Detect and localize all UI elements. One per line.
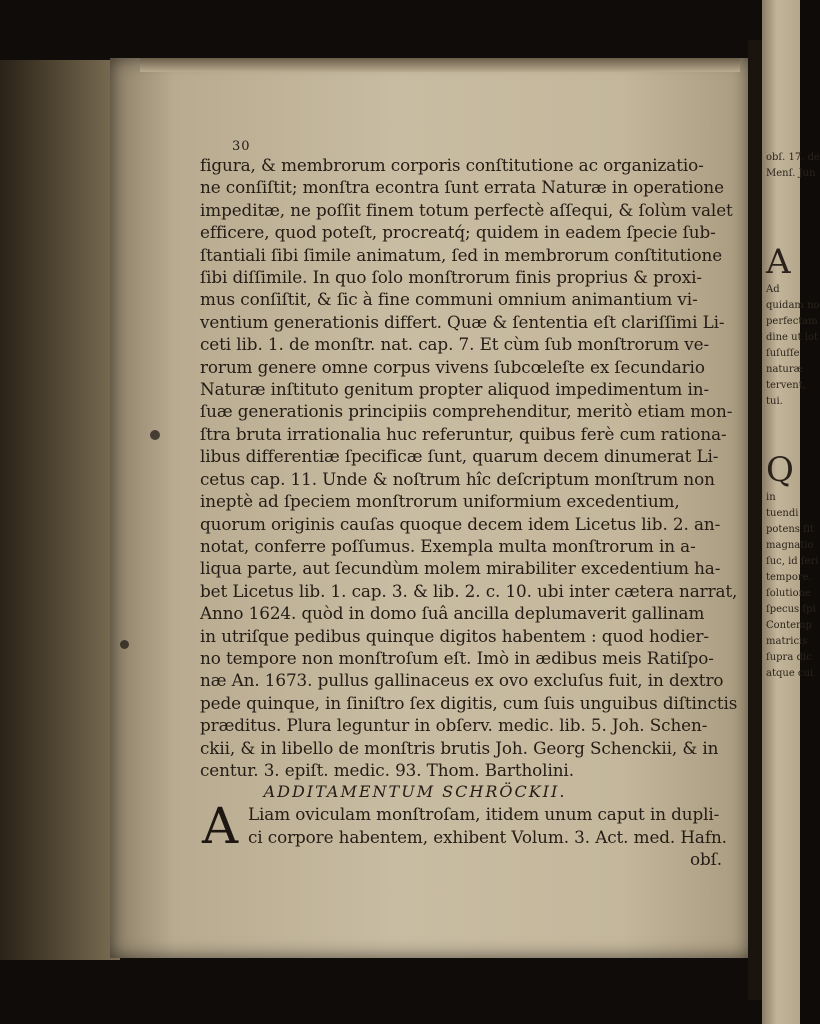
text-line: ventium generationis differt. Quæ & ſententia eſt clariſſimi Li- <box>200 311 725 332</box>
facing-text-line: ſupra dic <box>766 652 812 663</box>
facing-text-line: tervent, <box>766 380 806 391</box>
text-line: quorum originis cauſas quoque decem idem Licetus lib. 2. an- <box>200 513 721 534</box>
section-heading: ADDITAMENTUM SCHRÖCKII. <box>263 782 567 802</box>
text-line: ſibi diſſimile. In quo ſolo monſtrorum finis proprius & proxi- <box>200 267 702 288</box>
facing-initial: A <box>766 242 791 282</box>
page-top-edge <box>140 58 740 72</box>
facing-text-line: ſuc, id ſeri <box>766 556 819 567</box>
page-number: 30 <box>232 139 251 154</box>
facing-page <box>762 0 820 1024</box>
text-line: libus differentiæ ſpecificæ ſunt, quarum decem dinumerat Li- <box>200 446 719 467</box>
text-line: ci corpore habentem, exhibent Volum. 3. Act. med. Hafn. <box>248 826 727 847</box>
page-text-block <box>200 140 740 871</box>
facing-text-line: potens ſit <box>766 524 815 535</box>
facing-text-line: obſ. 17. de <box>766 152 820 163</box>
facing-text-line: in <box>766 492 776 503</box>
text-line: centur. 3. epiſt. medic. 93. Thom. Bartholini. <box>200 759 574 780</box>
body-text <box>200 154 740 781</box>
facing-text-line: tui. <box>766 396 783 407</box>
text-line: rorum genere omne corpus vivens ſubcœleſte ex ſecundario <box>200 356 705 377</box>
text-line: Anno 1624. quòd in domo ſuâ ancilla deplumaverit gallinam <box>200 603 705 624</box>
facing-text-line: quidam no <box>766 300 820 311</box>
facing-text-line: atque cui <box>766 668 814 679</box>
facing-text-line: Menſ. Jun <box>766 168 816 179</box>
text-line: ſuæ generationis principiis comprehenditur, meritò etiam mon- <box>200 401 733 422</box>
facing-text-line: tuendi <box>766 508 799 519</box>
text-line: næ An. 1673. pullus gallinaceus ex ovo excluſus fuit, in dextro <box>200 670 724 691</box>
text-line: cetus cap. 11. Unde & noſtrum hîc deſcriptum monſtrum non <box>200 468 715 489</box>
facing-text-line: perfectam <box>766 316 818 327</box>
ink-stain <box>120 640 129 649</box>
text-line: ſtra bruta irrationalia huc referuntur, quibus ferè cum rationa- <box>200 423 727 444</box>
facing-text-line: ſolutione <box>766 588 811 599</box>
text-line: ceti lib. 1. de monſtr. nat. cap. 7. Et cùm ſub monſtrorum ve- <box>200 334 710 355</box>
text-line: ckii, & in libello de monſtris brutis Joh. Georg Schenckii, & in <box>200 737 719 758</box>
text-line: mus conſiſtit, & ſic à fine communi omnium animantium vi- <box>200 289 698 310</box>
text-line: notat, conferre poſſumus. Exempla multa monſtrorum in a- <box>200 535 696 556</box>
text-line: Naturæ inſtituto genitum propter aliquod impedimentum in- <box>200 379 710 400</box>
text-line: ne conſiſtit; monſtra econtra ſunt errata Naturæ in operatione <box>200 177 724 198</box>
facing-text-line: Ad <box>766 284 780 295</box>
text-line: in utriſque pedibus quinque digitos habentem : quod hodier- <box>200 625 709 646</box>
facing-text-line: dine ut lot <box>766 332 819 343</box>
text-line: præditus. Plura leguntur in obſerv. medic. lib. 5. Joh. Schen- <box>200 715 708 736</box>
book-gutter-left <box>0 60 120 960</box>
text-line: efficere, quod poteſt, procreatq́; quidem in eadem ſpecie ſub- <box>200 222 716 243</box>
text-line: pede quinque, in ſiniſtro ſex digitis, cum ſuis unguibus diſtinctis <box>200 692 738 713</box>
facing-text-line: Contemp <box>766 620 812 631</box>
text-line: bet Licetus lib. 1. cap. 3. & lib. 2. c. 10. ubi inter cætera narrat, <box>200 580 738 601</box>
facing-text-line: naturæ <box>766 364 804 375</box>
text-line: impeditæ, ne poſſit finem totum perfectè aſſequi, & ſolùm valet <box>200 199 733 220</box>
facing-text-line: magnatio <box>766 540 814 551</box>
facing-page-text <box>766 150 820 682</box>
catchword: obſ. <box>690 849 722 870</box>
text-line: liqua parte, aut ſecundùm molem mirabiliter excedentium ha- <box>200 558 721 579</box>
facing-initial: Q <box>766 450 794 490</box>
ink-stain <box>150 430 160 440</box>
facing-text-line: tempore. <box>766 572 812 583</box>
text-line: ſtantiali ſibi ſimile animatum, ſed in membrorum conſtitutione <box>200 244 723 265</box>
facing-text-line: matricis <box>766 636 808 647</box>
facing-text-line: ſuſuſſe <box>766 348 800 359</box>
text-line: Liam oviculam monſtroſam, itidem unum caput in dupli- <box>248 804 720 825</box>
initial-paragraph <box>200 797 740 856</box>
text-line: ineptè ad ſpeciem monſtrorum uniformium excedentium, <box>200 491 680 512</box>
facing-text-line: ſpecus ſpi <box>766 604 816 615</box>
text-line: figura, & membrorum corporis conſtitutione ac organizatio- <box>200 155 704 175</box>
text-line: no tempore non monſtroſum eſt. Imò in ædibus meis Ratiſpo- <box>200 647 714 668</box>
drop-initial: A <box>202 797 239 856</box>
